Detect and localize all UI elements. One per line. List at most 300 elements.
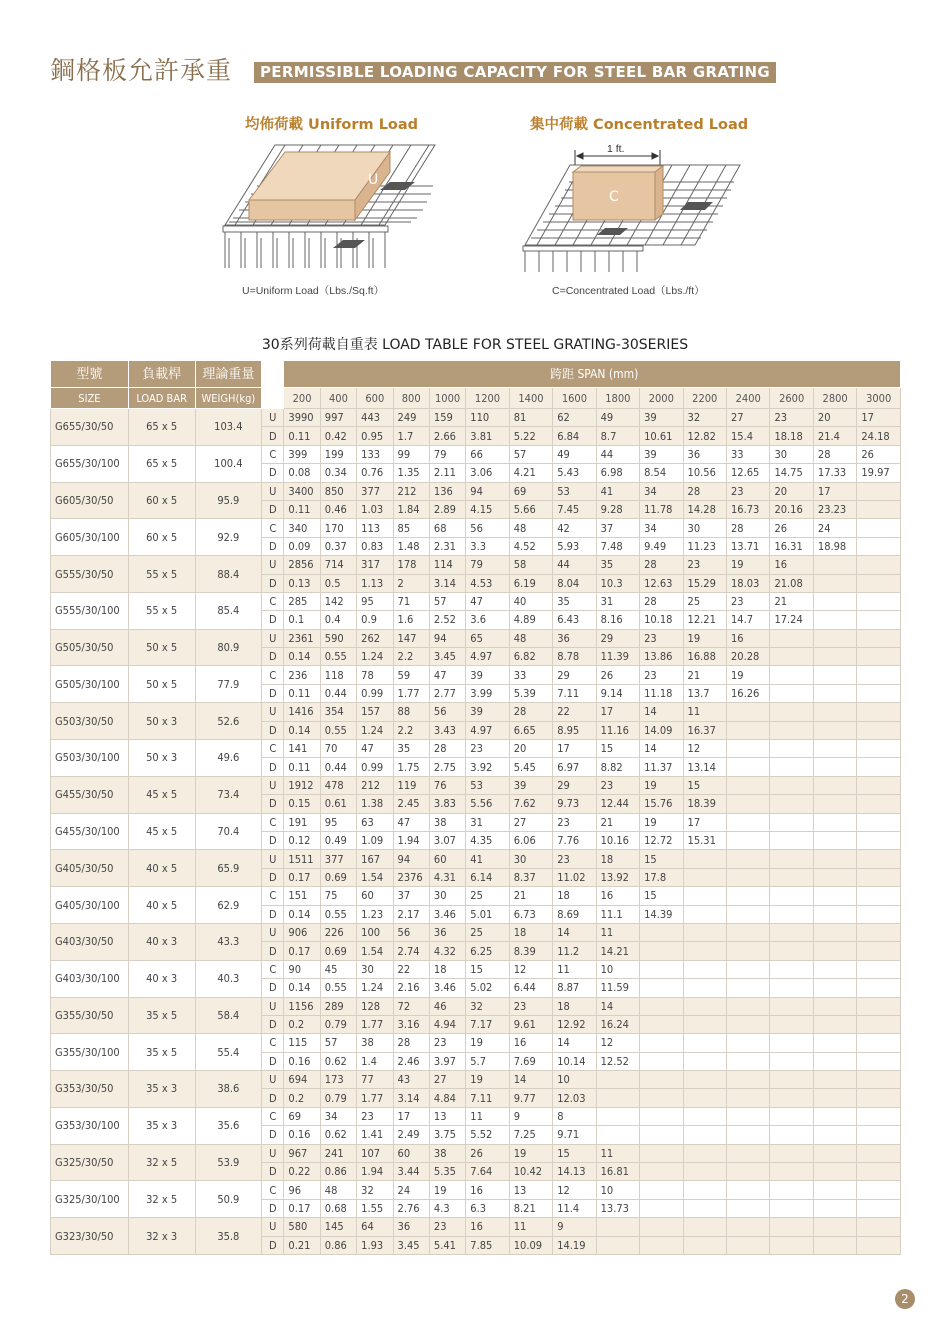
value-cell: 15.29 [683, 574, 726, 592]
value-cell: 2.46 [393, 1052, 429, 1070]
value-cell [813, 611, 856, 629]
value-cell: 66 [466, 445, 509, 463]
load-bar-cell: 32 x 5 [128, 1181, 195, 1218]
value-cell [813, 1181, 856, 1199]
value-cell [727, 923, 770, 941]
value-cell: 14 [640, 703, 683, 721]
model-cell: G323/30/50 [51, 1218, 129, 1255]
value-cell [857, 923, 901, 941]
value-cell [857, 740, 901, 758]
header-type-blank [262, 361, 284, 388]
value-cell [770, 1071, 813, 1089]
load-type-cell: C [262, 1107, 284, 1125]
value-cell: 10.42 [509, 1163, 552, 1181]
value-cell: 1.4 [357, 1052, 393, 1070]
value-cell: 0.1 [284, 611, 320, 629]
value-cell: 212 [357, 776, 393, 794]
value-cell: 151 [284, 887, 320, 905]
value-cell: 20 [813, 409, 856, 427]
value-cell: 79 [429, 445, 465, 463]
value-cell: 13 [429, 1107, 465, 1125]
value-cell: 2.31 [429, 537, 465, 555]
value-cell [770, 721, 813, 739]
model-cell: G555/30/100 [51, 592, 129, 629]
value-cell: 15 [640, 887, 683, 905]
value-cell: 77 [357, 1071, 393, 1089]
weight-cell: 70.4 [195, 813, 262, 850]
table-row [51, 666, 901, 684]
value-cell: 2.2 [393, 648, 429, 666]
value-cell [813, 666, 856, 684]
value-cell [770, 1199, 813, 1217]
value-cell: 15 [683, 776, 726, 794]
load-type-cell: D [262, 1199, 284, 1217]
load-type-cell: U [262, 923, 284, 941]
value-cell [770, 960, 813, 978]
value-cell: 19 [727, 556, 770, 574]
value-cell [770, 979, 813, 997]
value-cell: 118 [320, 666, 356, 684]
value-cell [596, 1107, 639, 1125]
weight-cell: 88.4 [195, 556, 262, 593]
value-cell: 20.28 [727, 648, 770, 666]
value-cell: 17 [857, 409, 901, 427]
value-cell: 49 [596, 409, 639, 427]
value-cell: 1.54 [357, 942, 393, 960]
value-cell: 12.65 [727, 464, 770, 482]
value-cell: 7.45 [553, 500, 596, 518]
value-cell: 70 [320, 740, 356, 758]
value-cell [770, 740, 813, 758]
value-cell [770, 997, 813, 1015]
weight-cell: 40.3 [195, 960, 262, 997]
value-cell: 0.11 [284, 427, 320, 445]
load-type-cell: C [262, 887, 284, 905]
value-cell: 48 [320, 1181, 356, 1199]
value-cell: 5.22 [509, 427, 552, 445]
value-cell: 0.55 [320, 721, 356, 739]
load-bar-cell: 35 x 5 [128, 1034, 195, 1071]
value-cell: 32 [683, 409, 726, 427]
value-cell: 0.14 [284, 979, 320, 997]
model-cell: G403/30/50 [51, 923, 129, 960]
value-cell: 113 [357, 519, 393, 537]
load-bar-cell: 50 x 5 [128, 666, 195, 703]
value-cell: 56 [393, 923, 429, 941]
value-cell: 21 [683, 666, 726, 684]
value-cell: 110 [466, 409, 509, 427]
load-bar-cell: 50 x 3 [128, 703, 195, 740]
value-cell: 13 [509, 1181, 552, 1199]
value-cell: 11 [509, 1218, 552, 1236]
value-cell [640, 923, 683, 941]
value-cell: 0.11 [284, 758, 320, 776]
value-cell [683, 1199, 726, 1217]
value-cell: 8.16 [596, 611, 639, 629]
value-cell [857, 1052, 901, 1070]
weight-cell: 73.4 [195, 776, 262, 813]
value-cell [727, 1181, 770, 1199]
value-cell: 8.82 [596, 758, 639, 776]
page-header [50, 52, 776, 86]
value-cell: 5.52 [466, 1126, 509, 1144]
load-type-cell: D [262, 684, 284, 702]
value-cell: 26 [466, 1144, 509, 1162]
value-cell: 3.46 [429, 979, 465, 997]
value-cell: 12.82 [683, 427, 726, 445]
value-cell [857, 1034, 901, 1052]
value-cell: 13.14 [683, 758, 726, 776]
value-cell: 20 [509, 740, 552, 758]
value-cell: 13.73 [596, 1199, 639, 1217]
value-cell: 9 [509, 1107, 552, 1125]
weight-cell: 77.9 [195, 666, 262, 703]
value-cell [770, 758, 813, 776]
value-cell: 12.52 [596, 1052, 639, 1070]
table-row [51, 592, 901, 610]
value-cell: 16.88 [683, 648, 726, 666]
value-cell: 23 [429, 1218, 465, 1236]
value-cell [857, 1107, 901, 1125]
load-bar-cell: 60 x 5 [128, 519, 195, 556]
value-cell: 12 [596, 1034, 639, 1052]
span-header-cell: 2000 [640, 388, 683, 409]
value-cell: 17 [683, 813, 726, 831]
value-cell: 36 [683, 445, 726, 463]
value-cell: 4.35 [466, 831, 509, 849]
value-cell: 694 [284, 1071, 320, 1089]
weight-cell: 35.8 [195, 1218, 262, 1255]
value-cell: 7.64 [466, 1163, 509, 1181]
value-cell: 2.45 [393, 795, 429, 813]
value-cell: 44 [596, 445, 639, 463]
value-cell [857, 482, 901, 500]
value-cell: 59 [393, 666, 429, 684]
value-cell: 27 [509, 813, 552, 831]
value-cell: 967 [284, 1144, 320, 1162]
value-cell: 15 [553, 1144, 596, 1162]
value-cell: 0.95 [357, 427, 393, 445]
weight-cell: 103.4 [195, 409, 262, 446]
table-title: 30系列荷載自重表 LOAD TABLE FOR STEEL GRATING-30SERIES [261, 337, 689, 353]
value-cell: 24 [393, 1181, 429, 1199]
table-row [51, 923, 901, 941]
value-cell: 8.21 [509, 1199, 552, 1217]
table-row [51, 1181, 901, 1199]
model-cell: G505/30/100 [51, 666, 129, 703]
value-cell: 10.3 [596, 574, 639, 592]
value-cell: 0.42 [320, 427, 356, 445]
page-title-en: PERMISSIBLE LOADING CAPACITY FOR STEEL BAR GRATING [254, 62, 776, 83]
model-cell: G325/30/100 [51, 1181, 129, 1218]
value-cell: 0.79 [320, 1089, 356, 1107]
value-cell [727, 1199, 770, 1217]
load-type-cell: D [262, 942, 284, 960]
value-cell: 5.43 [553, 464, 596, 482]
value-cell: 11.78 [640, 500, 683, 518]
value-cell: 18 [553, 887, 596, 905]
value-cell [727, 1236, 770, 1254]
value-cell [727, 721, 770, 739]
span-header-cell: 800 [393, 388, 429, 409]
value-cell: 16.24 [596, 1015, 639, 1033]
value-cell [857, 776, 901, 794]
load-type-cell: D [262, 1236, 284, 1254]
value-cell [770, 1107, 813, 1125]
value-cell: 12 [683, 740, 726, 758]
value-cell: 19 [466, 1034, 509, 1052]
value-cell: 35 [596, 556, 639, 574]
value-cell: 57 [429, 592, 465, 610]
value-cell: 11 [596, 1144, 639, 1162]
value-cell: 19 [727, 666, 770, 684]
value-cell: 4.32 [429, 942, 465, 960]
value-cell [813, 813, 856, 831]
span-header-cell: 1400 [509, 388, 552, 409]
value-cell [813, 1163, 856, 1181]
value-cell: 19 [466, 1071, 509, 1089]
value-cell: 317 [357, 556, 393, 574]
value-cell: 377 [320, 850, 356, 868]
value-cell [813, 1034, 856, 1052]
value-cell: 33 [727, 445, 770, 463]
value-cell: 10 [596, 1181, 639, 1199]
value-cell: 18 [596, 850, 639, 868]
value-cell: 12.03 [553, 1089, 596, 1107]
value-cell [683, 887, 726, 905]
value-cell: 1.93 [357, 1236, 393, 1254]
load-type-cell: D [262, 979, 284, 997]
span-header-cell: 1600 [553, 388, 596, 409]
model-cell: G325/30/50 [51, 1144, 129, 1181]
load-bar-cell: 55 x 5 [128, 556, 195, 593]
value-cell [683, 960, 726, 978]
weight-cell: 50.9 [195, 1181, 262, 1218]
value-cell: 12.63 [640, 574, 683, 592]
value-cell: 0.76 [357, 464, 393, 482]
value-cell: 14 [509, 1071, 552, 1089]
value-cell [857, 537, 901, 555]
span-header-cell: 2400 [727, 388, 770, 409]
value-cell: 6.25 [466, 942, 509, 960]
value-cell: 0.08 [284, 464, 320, 482]
model-cell: G353/30/50 [51, 1071, 129, 1108]
span-header-cell: 400 [320, 388, 356, 409]
weight-cell: 52.6 [195, 703, 262, 740]
value-cell: 10.18 [640, 611, 683, 629]
value-cell: 33 [509, 666, 552, 684]
value-cell [727, 1163, 770, 1181]
value-cell: 6.43 [553, 611, 596, 629]
value-cell [640, 1236, 683, 1254]
value-cell: 2 [393, 574, 429, 592]
value-cell [813, 629, 856, 647]
value-cell: 11.2 [553, 942, 596, 960]
model-cell: G555/30/50 [51, 556, 129, 593]
value-cell [770, 887, 813, 905]
value-cell: 22 [553, 703, 596, 721]
value-cell: 25 [466, 887, 509, 905]
value-cell: 10.14 [553, 1052, 596, 1070]
value-cell [727, 795, 770, 813]
value-cell: 11.16 [596, 721, 639, 739]
value-cell: 34 [640, 519, 683, 537]
value-cell [683, 1126, 726, 1144]
value-cell [640, 1107, 683, 1125]
value-cell: 11.39 [596, 648, 639, 666]
value-cell: 23 [596, 776, 639, 794]
value-cell [857, 1236, 901, 1254]
load-bar-cell: 40 x 3 [128, 960, 195, 997]
table-row [51, 703, 901, 721]
value-cell [640, 1071, 683, 1089]
value-cell: 115 [284, 1034, 320, 1052]
value-cell [857, 850, 901, 868]
value-cell: 5.7 [466, 1052, 509, 1070]
header-model-zh: 型號 [51, 361, 129, 388]
value-cell: 5.01 [466, 905, 509, 923]
value-cell [770, 648, 813, 666]
value-cell [813, 684, 856, 702]
load-bar-cell: 45 x 5 [128, 776, 195, 813]
value-cell: 17.8 [640, 868, 683, 886]
load-bar-cell: 40 x 3 [128, 923, 195, 960]
value-cell [683, 1181, 726, 1199]
value-cell: 0.2 [284, 1015, 320, 1033]
load-bar-cell: 40 x 5 [128, 887, 195, 924]
load-type-cell: D [262, 1052, 284, 1070]
load-bar-cell: 60 x 5 [128, 482, 195, 519]
value-cell: 45 [320, 960, 356, 978]
value-cell [640, 997, 683, 1015]
value-cell: 0.13 [284, 574, 320, 592]
value-cell: 27 [429, 1071, 465, 1089]
value-cell [683, 1052, 726, 1070]
value-cell: 2.2 [393, 721, 429, 739]
value-cell: 30 [357, 960, 393, 978]
value-cell: 8.87 [553, 979, 596, 997]
table-row [51, 629, 901, 647]
value-cell: 399 [284, 445, 320, 463]
value-cell [683, 905, 726, 923]
value-cell: 23 [357, 1107, 393, 1125]
value-cell: 12.21 [683, 611, 726, 629]
value-cell: 0.22 [284, 1163, 320, 1181]
value-cell: 5.35 [429, 1163, 465, 1181]
value-cell: 2376 [393, 868, 429, 886]
value-cell: 29 [553, 666, 596, 684]
value-cell [770, 905, 813, 923]
value-cell: 30 [429, 887, 465, 905]
value-cell: 36 [393, 1218, 429, 1236]
value-cell [813, 721, 856, 739]
value-cell: 249 [393, 409, 429, 427]
weight-cell: 62.9 [195, 887, 262, 924]
value-cell: 3.14 [393, 1089, 429, 1107]
value-cell: 1.55 [357, 1199, 393, 1217]
value-cell [727, 776, 770, 794]
value-cell [640, 1034, 683, 1052]
value-cell: 48 [509, 629, 552, 647]
value-cell [813, 960, 856, 978]
value-cell [813, 592, 856, 610]
value-cell: 8.54 [640, 464, 683, 482]
value-cell [813, 1144, 856, 1162]
value-cell: 4.84 [429, 1089, 465, 1107]
value-cell: 5.02 [466, 979, 509, 997]
value-cell: 170 [320, 519, 356, 537]
value-cell: 14.13 [553, 1163, 596, 1181]
value-cell: 114 [429, 556, 465, 574]
value-cell: 38 [357, 1034, 393, 1052]
load-type-cell: C [262, 813, 284, 831]
value-cell: 119 [393, 776, 429, 794]
value-cell: 53 [466, 776, 509, 794]
load-bar-cell: 50 x 5 [128, 629, 195, 666]
value-cell [857, 1199, 901, 1217]
value-cell: 18 [429, 960, 465, 978]
value-cell: 78 [357, 666, 393, 684]
value-cell: 1156 [284, 997, 320, 1015]
value-cell [857, 556, 901, 574]
value-cell: 13.86 [640, 648, 683, 666]
value-cell: 714 [320, 556, 356, 574]
value-cell [727, 905, 770, 923]
model-cell: G405/30/100 [51, 887, 129, 924]
value-cell [770, 1034, 813, 1052]
value-cell [683, 1089, 726, 1107]
value-cell [683, 979, 726, 997]
value-cell: 60 [429, 850, 465, 868]
value-cell: 8.39 [509, 942, 552, 960]
load-type-cell: U [262, 1071, 284, 1089]
value-cell: 36 [553, 629, 596, 647]
value-cell [813, 1107, 856, 1125]
value-cell: 10.56 [683, 464, 726, 482]
value-cell: 4.97 [466, 648, 509, 666]
value-cell [683, 997, 726, 1015]
value-cell: 3.81 [466, 427, 509, 445]
value-cell [813, 556, 856, 574]
value-cell: 580 [284, 1218, 320, 1236]
value-cell: 14 [596, 997, 639, 1015]
value-cell: 32 [466, 997, 509, 1015]
value-cell: 2.74 [393, 942, 429, 960]
value-cell: 44 [553, 556, 596, 574]
load-bar-cell: 45 x 5 [128, 813, 195, 850]
value-cell: 16.26 [727, 684, 770, 702]
value-cell [640, 1144, 683, 1162]
value-cell: 3.45 [429, 648, 465, 666]
value-cell: 47 [429, 666, 465, 684]
value-cell: 1.54 [357, 868, 393, 886]
value-cell: 3.06 [466, 464, 509, 482]
value-cell: 23 [509, 997, 552, 1015]
value-cell: 0.69 [320, 942, 356, 960]
value-cell: 21.4 [813, 427, 856, 445]
value-cell [683, 1034, 726, 1052]
value-cell: 0.44 [320, 758, 356, 776]
value-cell: 145 [320, 1218, 356, 1236]
value-cell: 4.31 [429, 868, 465, 886]
value-cell: 38 [429, 813, 465, 831]
value-cell: 4.21 [509, 464, 552, 482]
model-cell: G503/30/100 [51, 740, 129, 777]
value-cell [727, 868, 770, 886]
model-cell: G605/30/50 [51, 482, 129, 519]
value-cell: 90 [284, 960, 320, 978]
value-cell [857, 1089, 901, 1107]
